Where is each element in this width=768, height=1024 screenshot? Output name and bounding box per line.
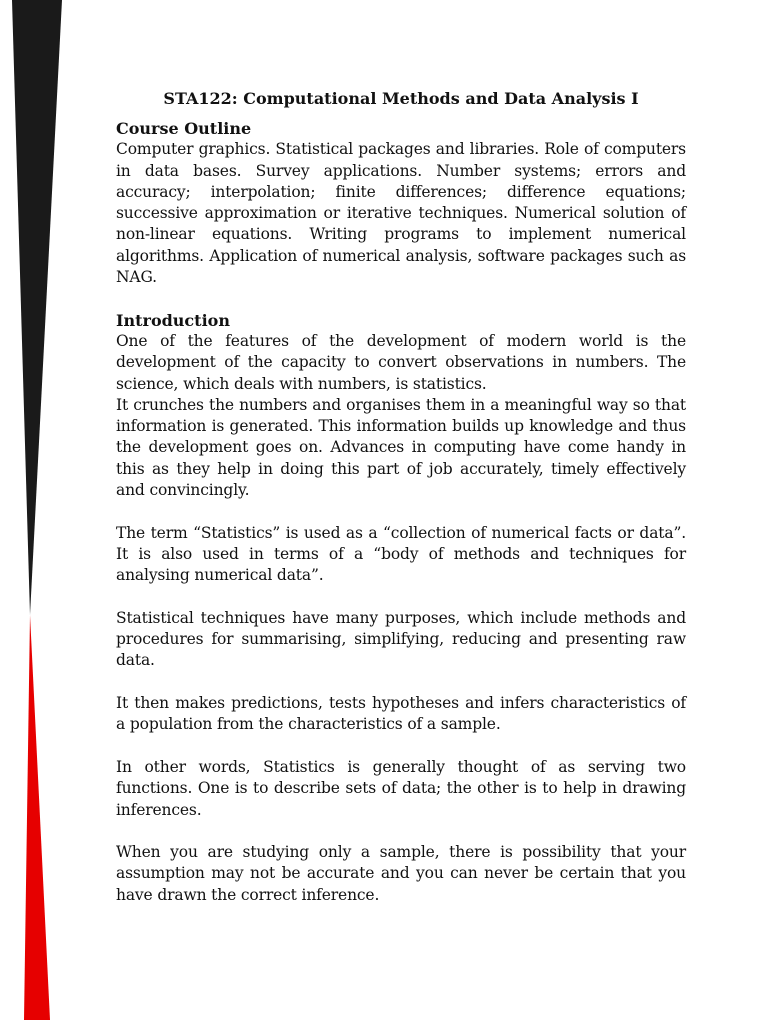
introduction-paragraph: Statistical techniques have many purposes, which include methods and procedures for summarising, simplifying, reducing and presenting raw data.: [116, 608, 686, 670]
document-body: [116, 88, 686, 906]
introduction-paragraph: The term “Statistics” is used as a “collection of numerical facts or data”. It is also used in terms of a “body of methods and techniques for analysing numerical data”.: [116, 523, 686, 585]
introduction-paragraph: When you are studying only a sample, there is possibility that your assumption may not be accurate and you can never be certain that you have drawn the correct inference.: [116, 843, 686, 904]
introduction-paragraph: It then makes predictions, tests hypotheses and infers characteristics of a population from the characteristics of a sample.: [116, 694, 686, 734]
spacer: [116, 501, 686, 522]
spacer: [116, 821, 686, 842]
course-outline-heading: Course Outline: [116, 119, 252, 138]
red-wedge-shape: [24, 615, 50, 1020]
spacer: [116, 672, 686, 693]
black-wedge-shape: [12, 0, 62, 615]
introduction-paragraph: It crunches the numbers and organises them in a meaningful way so that information is generated. This information builds up knowledge and thus the development goes on. Advances in computing have come handy in this as they help in doing this part of job accurately, timely effectively and convincingly.: [116, 395, 686, 500]
introduction-heading: Introduction: [116, 310, 230, 330]
document-title: STA122: Computational Methods and Data Analysis I: [163, 89, 639, 108]
introduction-paragraph: In other words, Statistics is generally thought of as serving two functions. One is to describe sets of data; the other is to help in drawing inferences.: [116, 757, 686, 819]
spacer: [116, 587, 686, 608]
spacer: [116, 288, 686, 309]
spacer: [116, 736, 686, 757]
course-outline-text: Computer graphics. Statistical packages and libraries. Role of computers in data bases. Survey applications. Number systems; errors and accuracy; interpolation; finite differences; difference equations; successive approximation or iterative techniques. Numerical solution of non-linear equations. Writing programs to implement numerical algorithms. Application of numerical analysis, software packages such as NAG.: [116, 140, 686, 287]
introduction-paragraph: One of the features of the development of modern world is the development of the capacity to convert observations in numbers. The science, which deals with numbers, is statistics.: [116, 331, 686, 393]
decorative-side-band: [0, 0, 70, 1024]
